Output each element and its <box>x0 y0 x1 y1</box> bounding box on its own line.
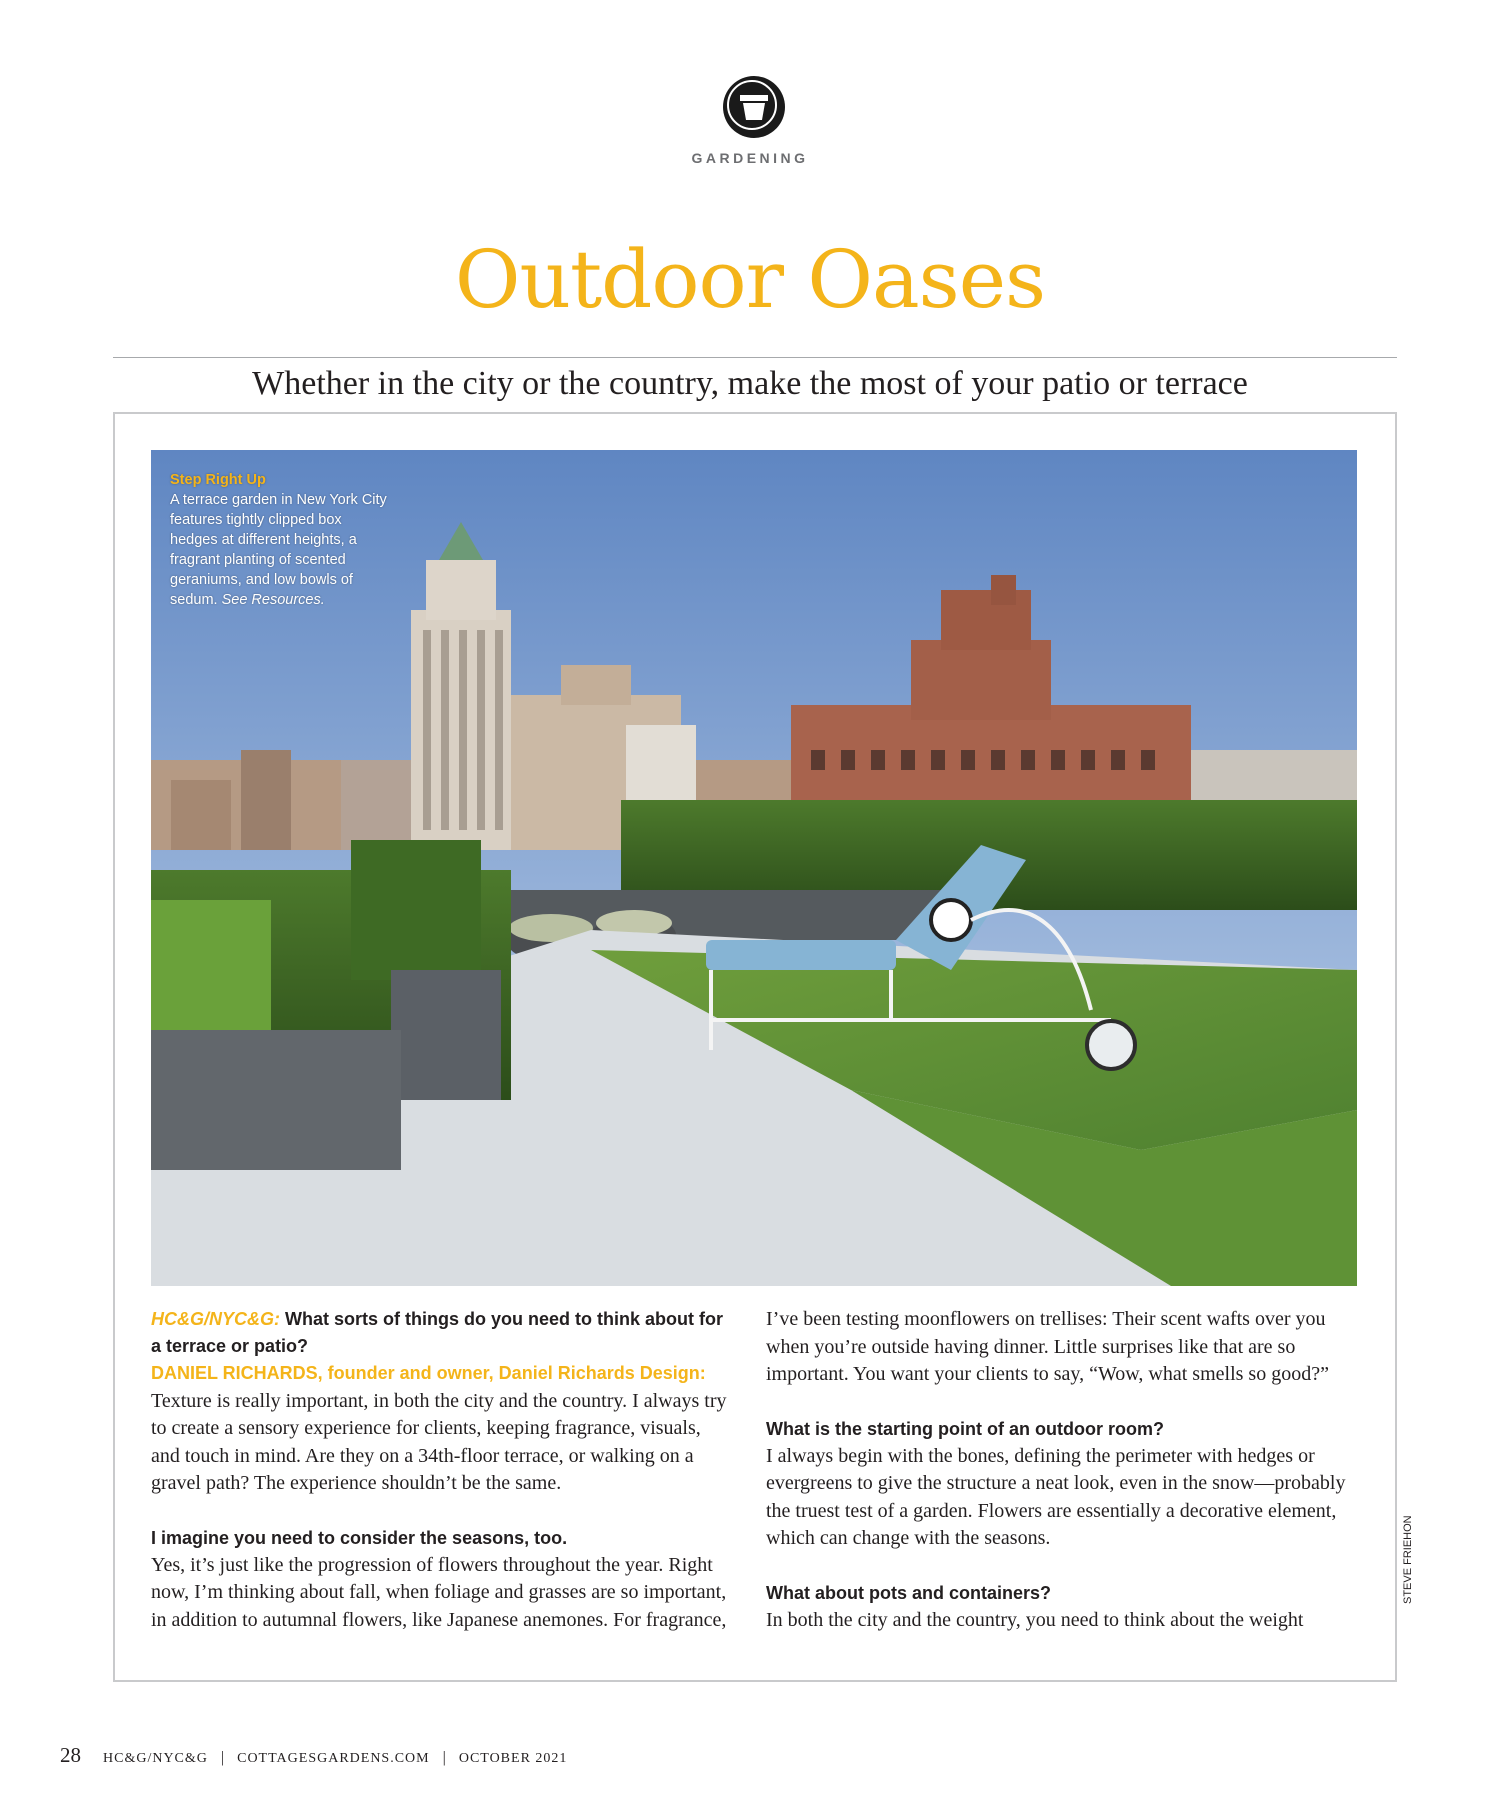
answer-3: I always begin with the bones, defining the perimeter with hedges or evergreens to give the structure a neat look, even in the snow—probably the truest test of a garden. Flowers are essentially a decorative element, which can change with the seasons. <box>766 1444 1346 1549</box>
caption-text: A terrace garden in New York City features tightly clipped box hedges at different heights, a fragrant planting of scented geraniums, and low bowls of sedum. <box>170 492 387 608</box>
photo-credit: STEVE FRIEHON <box>1402 1515 1414 1604</box>
folio-divider: | <box>220 1749 225 1766</box>
headline: Outdoor Oases <box>454 233 1046 326</box>
answer-2: Yes, it’s just like the progression of flowers throughout the year. Right now, I’m thinking about fall, when foliage and grasses are so important, in addition to autumnal flowers, like Japanese anemones. For fragrance, <box>151 1553 727 1631</box>
answer-4: In both the city and the country, you need to think about the weight <box>766 1608 1304 1631</box>
article-column-left <box>151 1306 731 1634</box>
question-2: I imagine you need to consider the seasons, too. <box>151 1527 568 1548</box>
answer-1 <box>151 1360 731 1498</box>
issue-date: OCTOBER 2021 <box>458 1751 568 1766</box>
page-number: 28 <box>60 1743 81 1767</box>
article-column-right <box>766 1306 1346 1634</box>
flower-pot-icon <box>723 76 785 138</box>
caption-title: Step Right Up <box>170 472 266 488</box>
section-label: GARDENING <box>691 150 809 166</box>
question-4: What about pots and containers? <box>766 1582 1052 1603</box>
answer-1-text: Texture is really important, in both the city and the country. I always try to create a sensory experience for clients, keeping fragrance, visuals, and touch in mind. Are they on a 34th-floor terrace, or walking on a gravel path? The experience shouldn’t be the same. <box>151 1389 727 1494</box>
title-rule <box>113 357 1397 358</box>
interviewer-tag: HC&G/NYC&G: <box>151 1309 280 1329</box>
answer-2-continued: I’ve been testing moonflowers on trellises: Their scent wafts over you when you’re outside having dinner. Little surprises like that are so important. You want your clients to say, “Wow, what smells so good?” <box>766 1308 1329 1385</box>
publication-name: HC&G/NYC&G <box>103 1751 208 1766</box>
website: COTTAGESGARDENS.COM <box>237 1751 430 1766</box>
photo-caption <box>170 470 390 610</box>
page-folio <box>60 1743 567 1768</box>
deck: Whether in the city or the country, make the most of your patio or terrace <box>252 365 1248 402</box>
question-3: What is the starting point of an outdoor room? <box>766 1418 1164 1439</box>
caption-reference: See Resources. <box>221 592 325 608</box>
folio-divider: | <box>442 1749 446 1766</box>
question-1-text: What sorts of things do you need to think about for a terrace or patio? <box>151 1309 723 1356</box>
speaker-label: DANIEL RICHARDS, founder and owner, Daniel Richards Design: <box>151 1363 706 1383</box>
question-1 <box>151 1306 731 1360</box>
